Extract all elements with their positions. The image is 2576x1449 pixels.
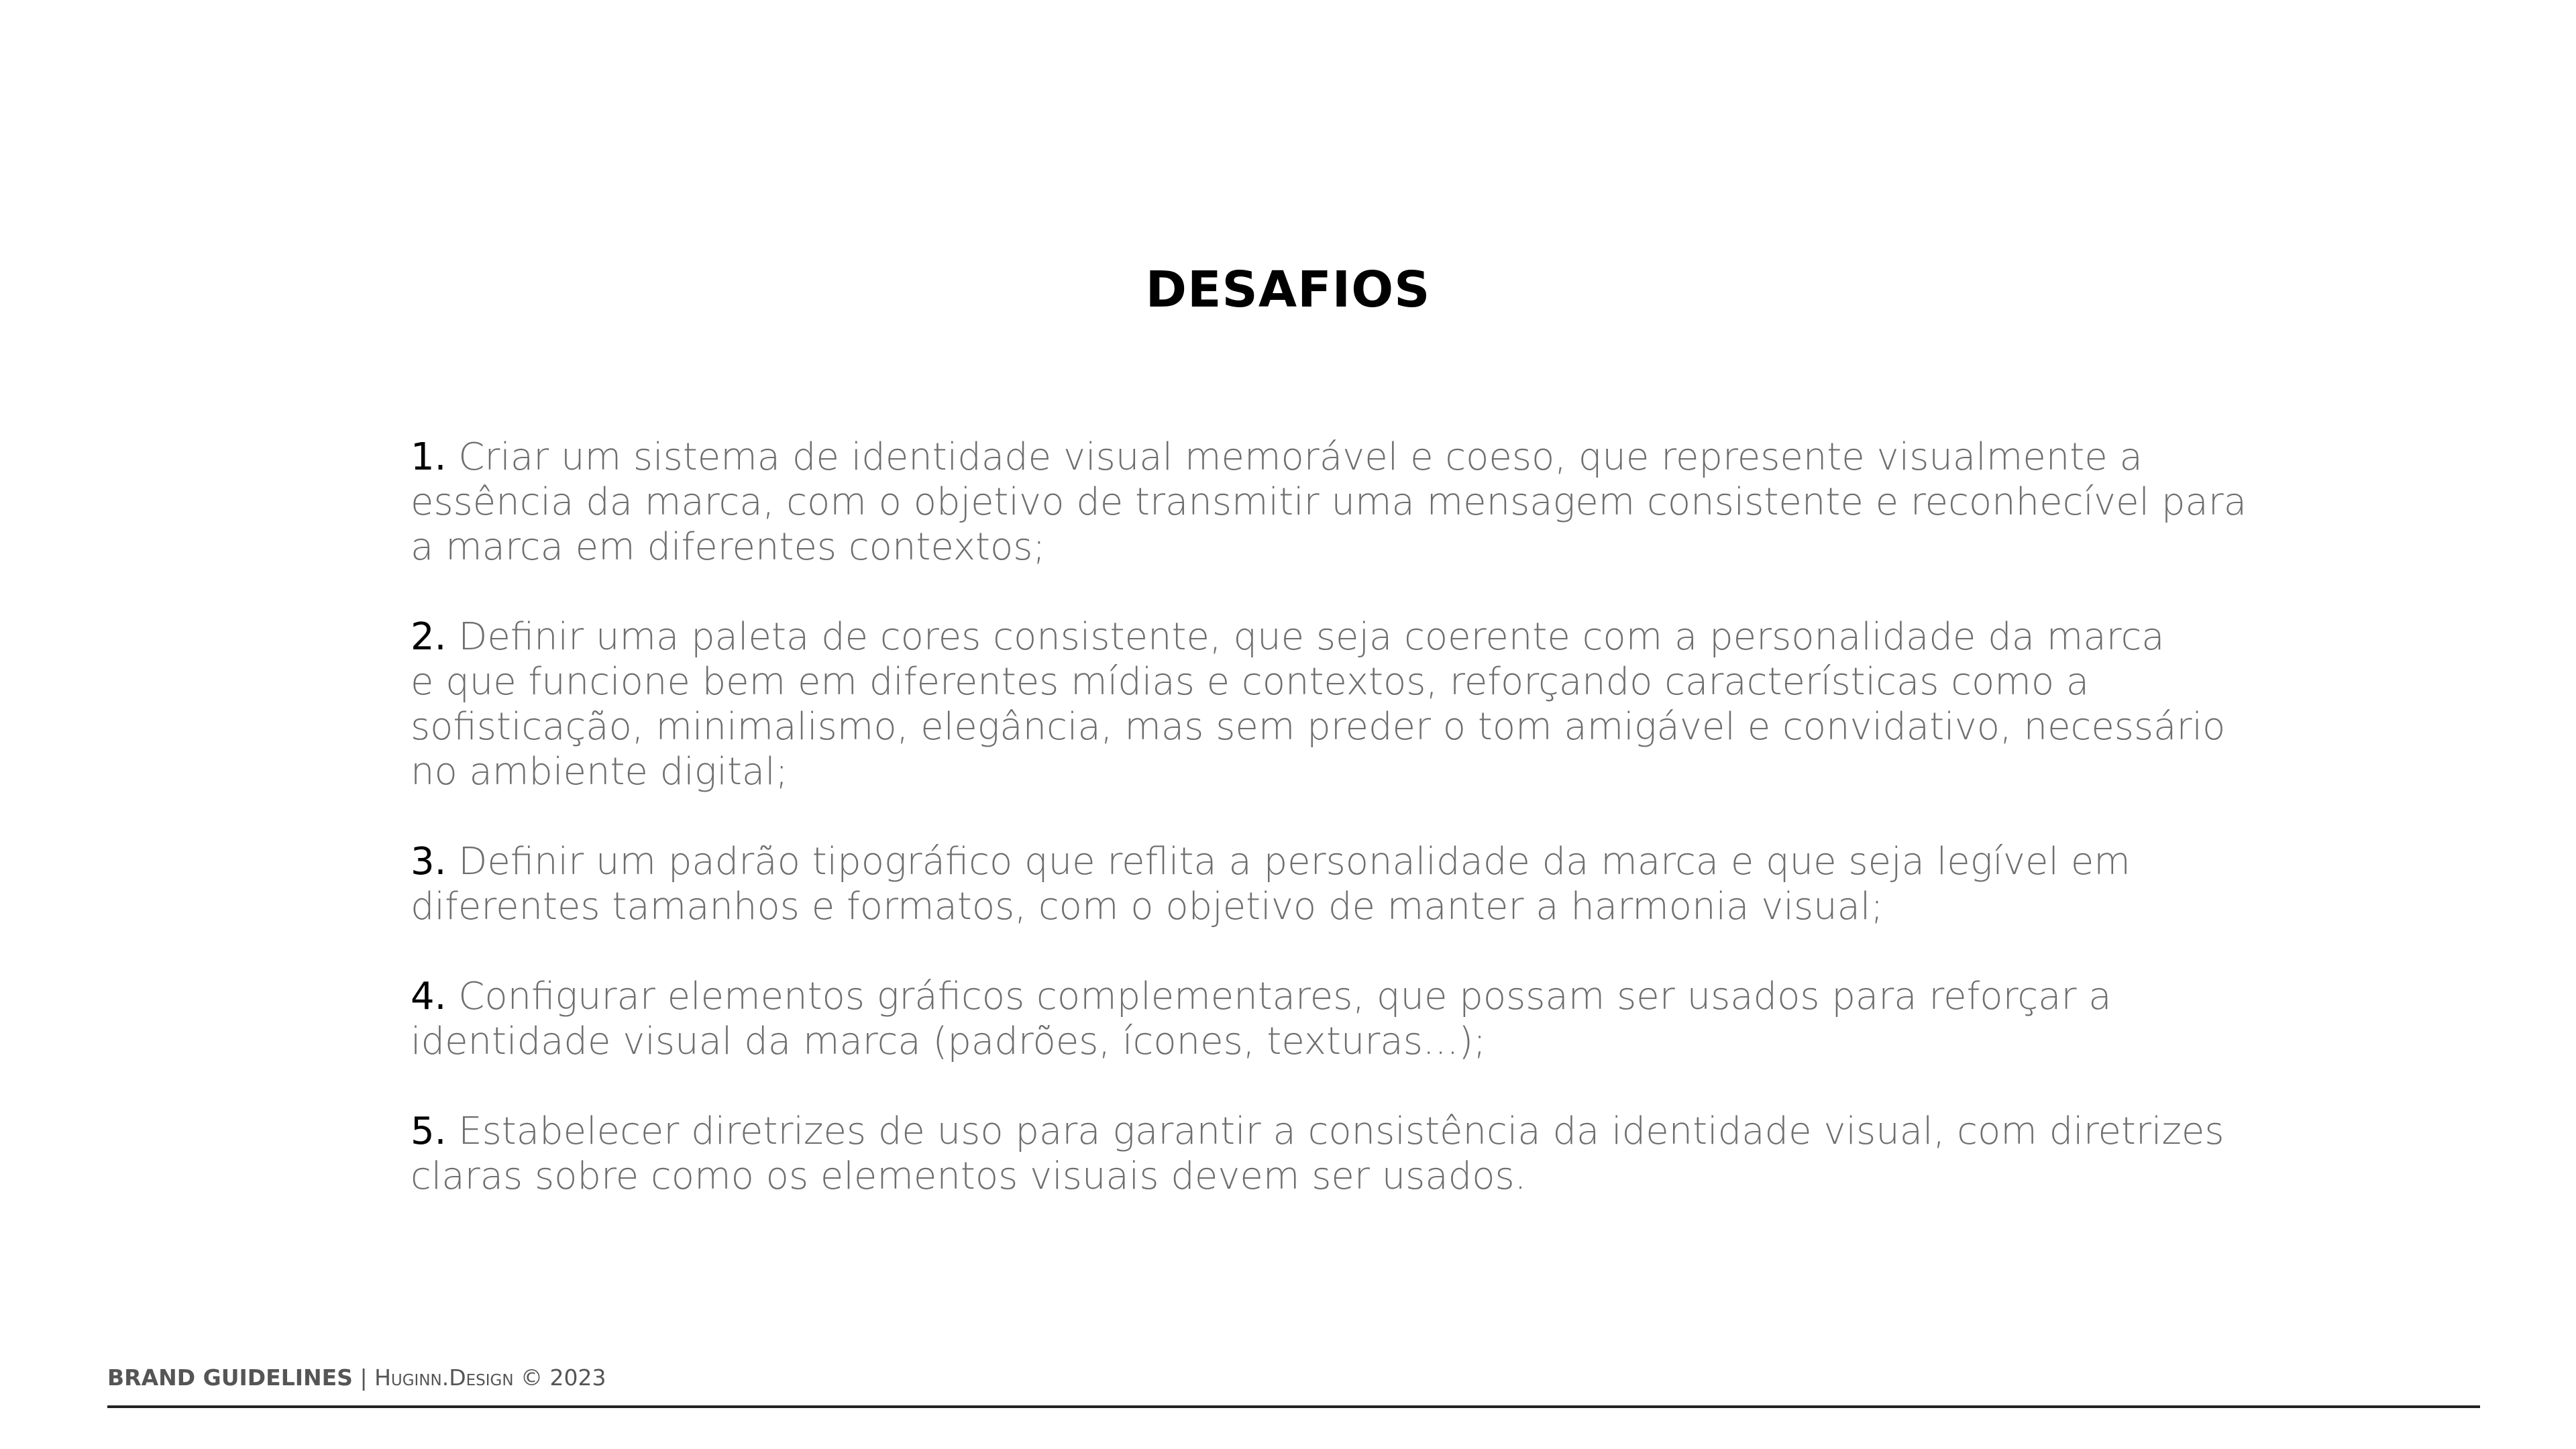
challenge-text: Estabelecer diretrizes de uso para garantir a consistência da identidade visual, com diretrizes	[458, 1110, 2224, 1153]
challenge-text: sofisticação, minimalismo, elegância, mas sem preder o tom amigável e convidativo, necessário	[411, 705, 2226, 749]
footer-brand: BRAND GUIDELINES	[107, 1364, 353, 1391]
footer	[107, 1364, 606, 1391]
challenge-item-5	[411, 1109, 2224, 1199]
challenge-number: 3.	[411, 840, 447, 883]
challenge-text: identidade visual da marca (padrões, ícones, texturas...);	[411, 1020, 1487, 1063]
challenge-text: diferentes tamanhos e formatos, com o objetivo de manter a harmonia visual;	[411, 885, 1884, 928]
challenge-text: claras sobre como os elementos visuais devem ser usados.	[411, 1155, 1527, 1198]
challenge-number: 2.	[411, 615, 447, 659]
challenge-5-line-1	[411, 1109, 2224, 1154]
page-title: DESAFIOS	[1145, 261, 1431, 319]
challenge-item-4	[411, 974, 2195, 1064]
challenge-number: 5.	[411, 1110, 447, 1153]
challenge-2-line-1	[411, 614, 2195, 659]
challenge-text: a marca em diferentes contextos;	[411, 525, 1046, 569]
challenge-text: Configurar elementos gráficos complementares, que possam ser usados para reforçar a	[458, 975, 2112, 1018]
challenge-3-line-1	[411, 839, 2195, 884]
challenge-item-2	[411, 614, 2226, 794]
challenge-text: no ambiente digital;	[411, 750, 788, 794]
challenge-text: e que funcione bem em diferentes mídias e contextos, reforçando características como a	[411, 660, 2090, 704]
challenge-number: 1.	[411, 435, 447, 479]
footer-divider	[107, 1405, 2480, 1408]
challenge-text: Definir um padrão tipográfico que reflita a personalidade da marca e que seja legível em	[458, 840, 2131, 883]
challenge-1-line-1	[411, 435, 2195, 480]
challenges-list	[411, 435, 2247, 1244]
challenge-item-3	[411, 839, 2195, 929]
challenge-4-line-1	[411, 974, 2195, 1019]
challenge-text: Criar um sistema de identidade visual memorável e coeso, que represente visualmente a	[458, 435, 2143, 479]
challenge-text: Definir uma paleta de cores consistente, que seja coerente com a personalidade da marca	[458, 615, 2165, 659]
challenge-text: essência da marca, com o objetivo de transmitir uma mensagem consistente e reconhecível para	[411, 480, 2247, 524]
footer-separator: |	[360, 1364, 368, 1391]
footer-credit: Huginn.Design © 2023	[374, 1364, 606, 1391]
challenge-item-1	[411, 435, 2247, 570]
challenge-number: 4.	[411, 975, 447, 1018]
